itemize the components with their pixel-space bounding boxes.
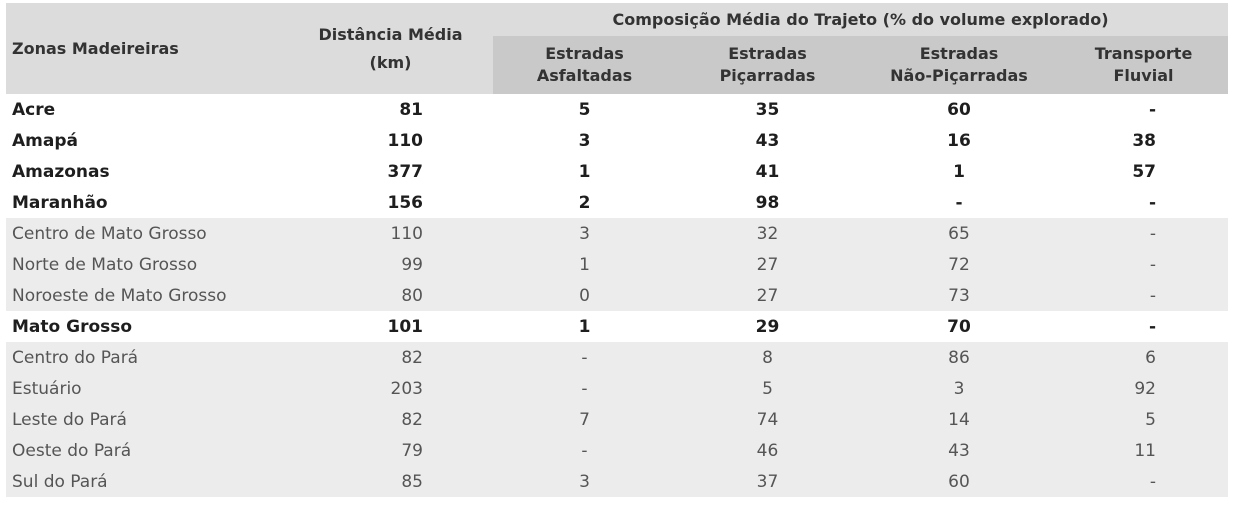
dirt-roads-cell: 60 <box>859 466 1059 497</box>
table-row <box>6 435 1228 466</box>
gravel-roads-header-line2: Piçarradas <box>719 66 816 85</box>
distance-header-line2: (km) <box>369 52 412 72</box>
gravel-roads-cell: 37 <box>676 466 859 497</box>
gravel-roads-header <box>676 36 859 94</box>
river-transport-header-line2: Fluvial <box>1113 66 1174 85</box>
river-transport-cell: 6 <box>1059 342 1228 373</box>
table-row <box>6 187 1228 218</box>
paved-roads-cell: 0 <box>493 280 676 311</box>
river-transport-header-line1: Transporte <box>1094 44 1193 63</box>
river-transport-cell: - <box>1059 466 1228 497</box>
paved-roads-cell: - <box>493 435 676 466</box>
dirt-roads-cell: 16 <box>859 125 1059 156</box>
zone-name-cell: Oeste do Pará <box>6 435 288 466</box>
zone-name-cell: Centro do Pará <box>6 342 288 373</box>
river-transport-header <box>1059 36 1228 94</box>
river-transport-cell: - <box>1059 94 1228 125</box>
distance-cell: 156 <box>288 187 493 218</box>
gravel-roads-header-line1: Estradas <box>728 44 807 63</box>
river-transport-cell: 38 <box>1059 125 1228 156</box>
paved-roads-cell: 7 <box>493 404 676 435</box>
distance-cell: 82 <box>288 342 493 373</box>
paved-roads-cell: - <box>493 342 676 373</box>
paved-roads-cell: 3 <box>493 218 676 249</box>
gravel-roads-cell: 41 <box>676 156 859 187</box>
dirt-roads-cell: 43 <box>859 435 1059 466</box>
paved-roads-header-line2: Asfaltadas <box>536 66 633 85</box>
gravel-roads-cell: 5 <box>676 373 859 404</box>
gravel-roads-cell: 8 <box>676 342 859 373</box>
paved-roads-cell: 3 <box>493 125 676 156</box>
zone-name-cell: Mato Grosso <box>6 311 288 342</box>
paved-roads-cell: 1 <box>493 249 676 280</box>
dirt-roads-cell: - <box>859 187 1059 218</box>
zone-header-label: Zonas Madeireiras <box>12 38 179 58</box>
zone-name-cell: Norte de Mato Grosso <box>6 249 288 280</box>
zone-column-header <box>6 3 288 94</box>
distance-cell: 79 <box>288 435 493 466</box>
paved-roads-cell: 5 <box>493 94 676 125</box>
dirt-roads-cell: 65 <box>859 218 1059 249</box>
distance-cell: 377 <box>288 156 493 187</box>
zone-name-cell: Amazonas <box>6 156 288 187</box>
timber-zones-table <box>6 3 1228 497</box>
river-transport-cell: 5 <box>1059 404 1228 435</box>
table-row <box>6 218 1228 249</box>
gravel-roads-cell: 27 <box>676 280 859 311</box>
gravel-roads-cell: 43 <box>676 125 859 156</box>
paved-roads-cell: 1 <box>493 156 676 187</box>
distance-cell: 99 <box>288 249 493 280</box>
table-row <box>6 280 1228 311</box>
dirt-roads-cell: 86 <box>859 342 1059 373</box>
gravel-roads-cell: 46 <box>676 435 859 466</box>
zone-name-cell: Centro de Mato Grosso <box>6 218 288 249</box>
zone-name-cell: Leste do Pará <box>6 404 288 435</box>
dirt-roads-cell: 1 <box>859 156 1059 187</box>
dirt-roads-header <box>859 36 1059 94</box>
dirt-roads-cell: 73 <box>859 280 1059 311</box>
gravel-roads-cell: 27 <box>676 249 859 280</box>
gravel-roads-cell: 35 <box>676 94 859 125</box>
table-body <box>6 94 1228 497</box>
paved-roads-cell: - <box>493 373 676 404</box>
dirt-roads-cell: 14 <box>859 404 1059 435</box>
table-row <box>6 466 1228 497</box>
table-row <box>6 94 1228 125</box>
composition-header-label: Composição Média do Trajeto (% do volume explorado) <box>612 9 1109 29</box>
data-table-wrapper <box>6 3 1228 497</box>
paved-roads-cell: 2 <box>493 187 676 218</box>
paved-roads-header-line1: Estradas <box>545 44 624 63</box>
dirt-roads-cell: 70 <box>859 311 1059 342</box>
table-header <box>6 3 1228 94</box>
header-row-top <box>6 3 1228 36</box>
river-transport-cell: 92 <box>1059 373 1228 404</box>
table-row <box>6 125 1228 156</box>
gravel-roads-cell: 29 <box>676 311 859 342</box>
table-row <box>6 249 1228 280</box>
gravel-roads-cell: 98 <box>676 187 859 218</box>
distance-cell: 85 <box>288 466 493 497</box>
table-row <box>6 373 1228 404</box>
table-row <box>6 342 1228 373</box>
table-row <box>6 404 1228 435</box>
distance-cell: 110 <box>288 125 493 156</box>
dirt-roads-header-line2: Não-Piçarradas <box>890 66 1028 85</box>
dirt-roads-cell: 72 <box>859 249 1059 280</box>
zone-name-cell: Estuário <box>6 373 288 404</box>
paved-roads-cell: 1 <box>493 311 676 342</box>
gravel-roads-cell: 32 <box>676 218 859 249</box>
river-transport-cell: - <box>1059 280 1228 311</box>
paved-roads-cell: 3 <box>493 466 676 497</box>
zone-name-cell: Sul do Pará <box>6 466 288 497</box>
gravel-roads-cell: 74 <box>676 404 859 435</box>
distance-cell: 82 <box>288 404 493 435</box>
dirt-roads-header-line1: Estradas <box>919 44 999 63</box>
dirt-roads-cell: 60 <box>859 94 1059 125</box>
zone-name-cell: Maranhão <box>6 187 288 218</box>
zone-name-cell: Amapá <box>6 125 288 156</box>
river-transport-cell: 57 <box>1059 156 1228 187</box>
dirt-roads-cell: 3 <box>859 373 1059 404</box>
distance-cell: 80 <box>288 280 493 311</box>
zone-name-cell: Acre <box>6 94 288 125</box>
river-transport-cell: - <box>1059 249 1228 280</box>
river-transport-cell: - <box>1059 187 1228 218</box>
river-transport-cell: - <box>1059 311 1228 342</box>
composition-group-header <box>493 3 1228 36</box>
distance-cell: 203 <box>288 373 493 404</box>
table-row <box>6 156 1228 187</box>
distance-cell: 81 <box>288 94 493 125</box>
distance-cell: 101 <box>288 311 493 342</box>
distance-cell: 110 <box>288 218 493 249</box>
paved-roads-header <box>493 36 676 94</box>
river-transport-cell: 11 <box>1059 435 1228 466</box>
river-transport-cell: - <box>1059 218 1228 249</box>
distance-header-line1: Distância Média <box>318 24 463 44</box>
distance-column-header <box>288 3 493 94</box>
table-row <box>6 311 1228 342</box>
zone-name-cell: Noroeste de Mato Grosso <box>6 280 288 311</box>
